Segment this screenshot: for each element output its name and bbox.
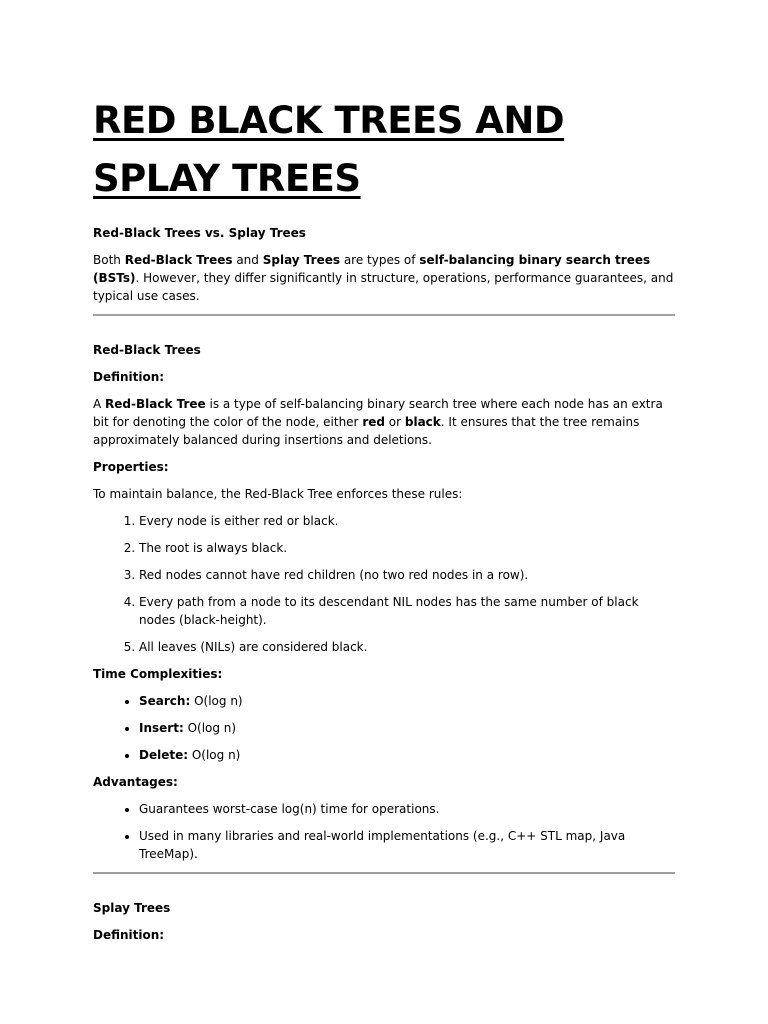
list-item: • Search: O(log n) xyxy=(139,692,675,710)
document-subtitle: Red-Black Trees vs. Splay Trees xyxy=(93,226,306,240)
list-item: • Used in many libraries and real-world implementations (e.g., C++ STL map, Java TreeMap). xyxy=(139,827,675,863)
definition-label: Definition: xyxy=(93,928,165,942)
list-item: 3. Red nodes cannot have red children (no two red nodes in a row). xyxy=(139,566,675,584)
complexities-list xyxy=(93,692,675,764)
section-heading-splay: Splay Trees xyxy=(93,901,171,915)
list-item: 1. Every node is either red or black. xyxy=(139,512,675,530)
definition-paragraph: A Red-Black Tree is a type of self-balancing binary search tree where each node has an extra bit for denoting the color of the node, either red or black. It ensures that the tree remains approximately balanced during insertions and deletions. xyxy=(93,397,663,447)
advantages-list xyxy=(93,800,675,863)
intro-paragraph: Both Red-Black Trees and Splay Trees are types of self-balancing binary search trees (BSTs). However, they differ significantly in structure, operations, performance guarantees, and typical use cases. xyxy=(93,253,674,303)
list-item: • Delete: O(log n) xyxy=(139,746,675,764)
list-item: 4. Every path from a node to its descendant NIL nodes has the same number of black nodes (black-height). xyxy=(139,593,675,629)
properties-intro: To maintain balance, the Red-Black Tree enforces these rules: xyxy=(93,487,463,501)
section-divider xyxy=(93,872,675,874)
list-item: • Insert: O(log n) xyxy=(139,719,675,737)
section-divider xyxy=(93,314,675,316)
document-title: RED BLACK TREES AND SPLAY TREES xyxy=(93,99,565,200)
complexities-label: Time Complexities: xyxy=(93,667,223,681)
document-page xyxy=(93,92,675,953)
advantages-label: Advantages: xyxy=(93,775,178,789)
properties-label: Properties: xyxy=(93,460,169,474)
definition-label: Definition: xyxy=(93,370,165,384)
list-item: 2. The root is always black. xyxy=(139,539,675,557)
list-item: 5. All leaves (NILs) are considered black. xyxy=(139,638,675,656)
section-heading-red-black: Red-Black Trees xyxy=(93,343,201,357)
rules-list xyxy=(93,512,675,656)
list-item: • Guarantees worst-case log(n) time for operations. xyxy=(139,800,675,818)
